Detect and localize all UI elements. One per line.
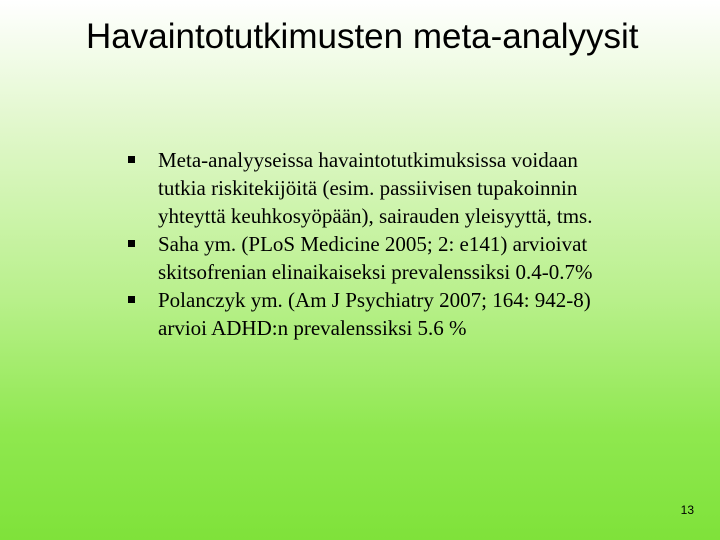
bullet-text: Polanczyk ym. (Am J Psychiatry 2007; 164: 942-8) arvioi ADHD:n prevalenssiksi 5.6 % xyxy=(158,288,591,340)
bullet-item xyxy=(128,146,628,230)
bullet-list xyxy=(128,146,628,342)
bullet-text: Saha ym. (PLoS Medicine 2005; 2: e141) arvioivat skitsofrenian elinaikaiseksi prevalenssiksi 0.4-0.7% xyxy=(158,232,593,284)
slide-title: Havaintotutkimusten meta-analyysit xyxy=(86,17,639,56)
bullet-item xyxy=(128,230,628,286)
square-bullet-icon xyxy=(128,296,135,303)
page-number: 13 xyxy=(680,503,694,517)
square-bullet-icon xyxy=(128,156,135,163)
bullet-text: Meta-analyyseissa havaintotutkimuksissa voidaan tutkia riskitekijöitä (esim. passiivisen tupakoinnin yhteyttä keuhkosyöpään), sairauden yleisyyttä, tms. xyxy=(158,148,593,228)
bullet-item xyxy=(128,286,628,342)
square-bullet-icon xyxy=(128,240,135,247)
